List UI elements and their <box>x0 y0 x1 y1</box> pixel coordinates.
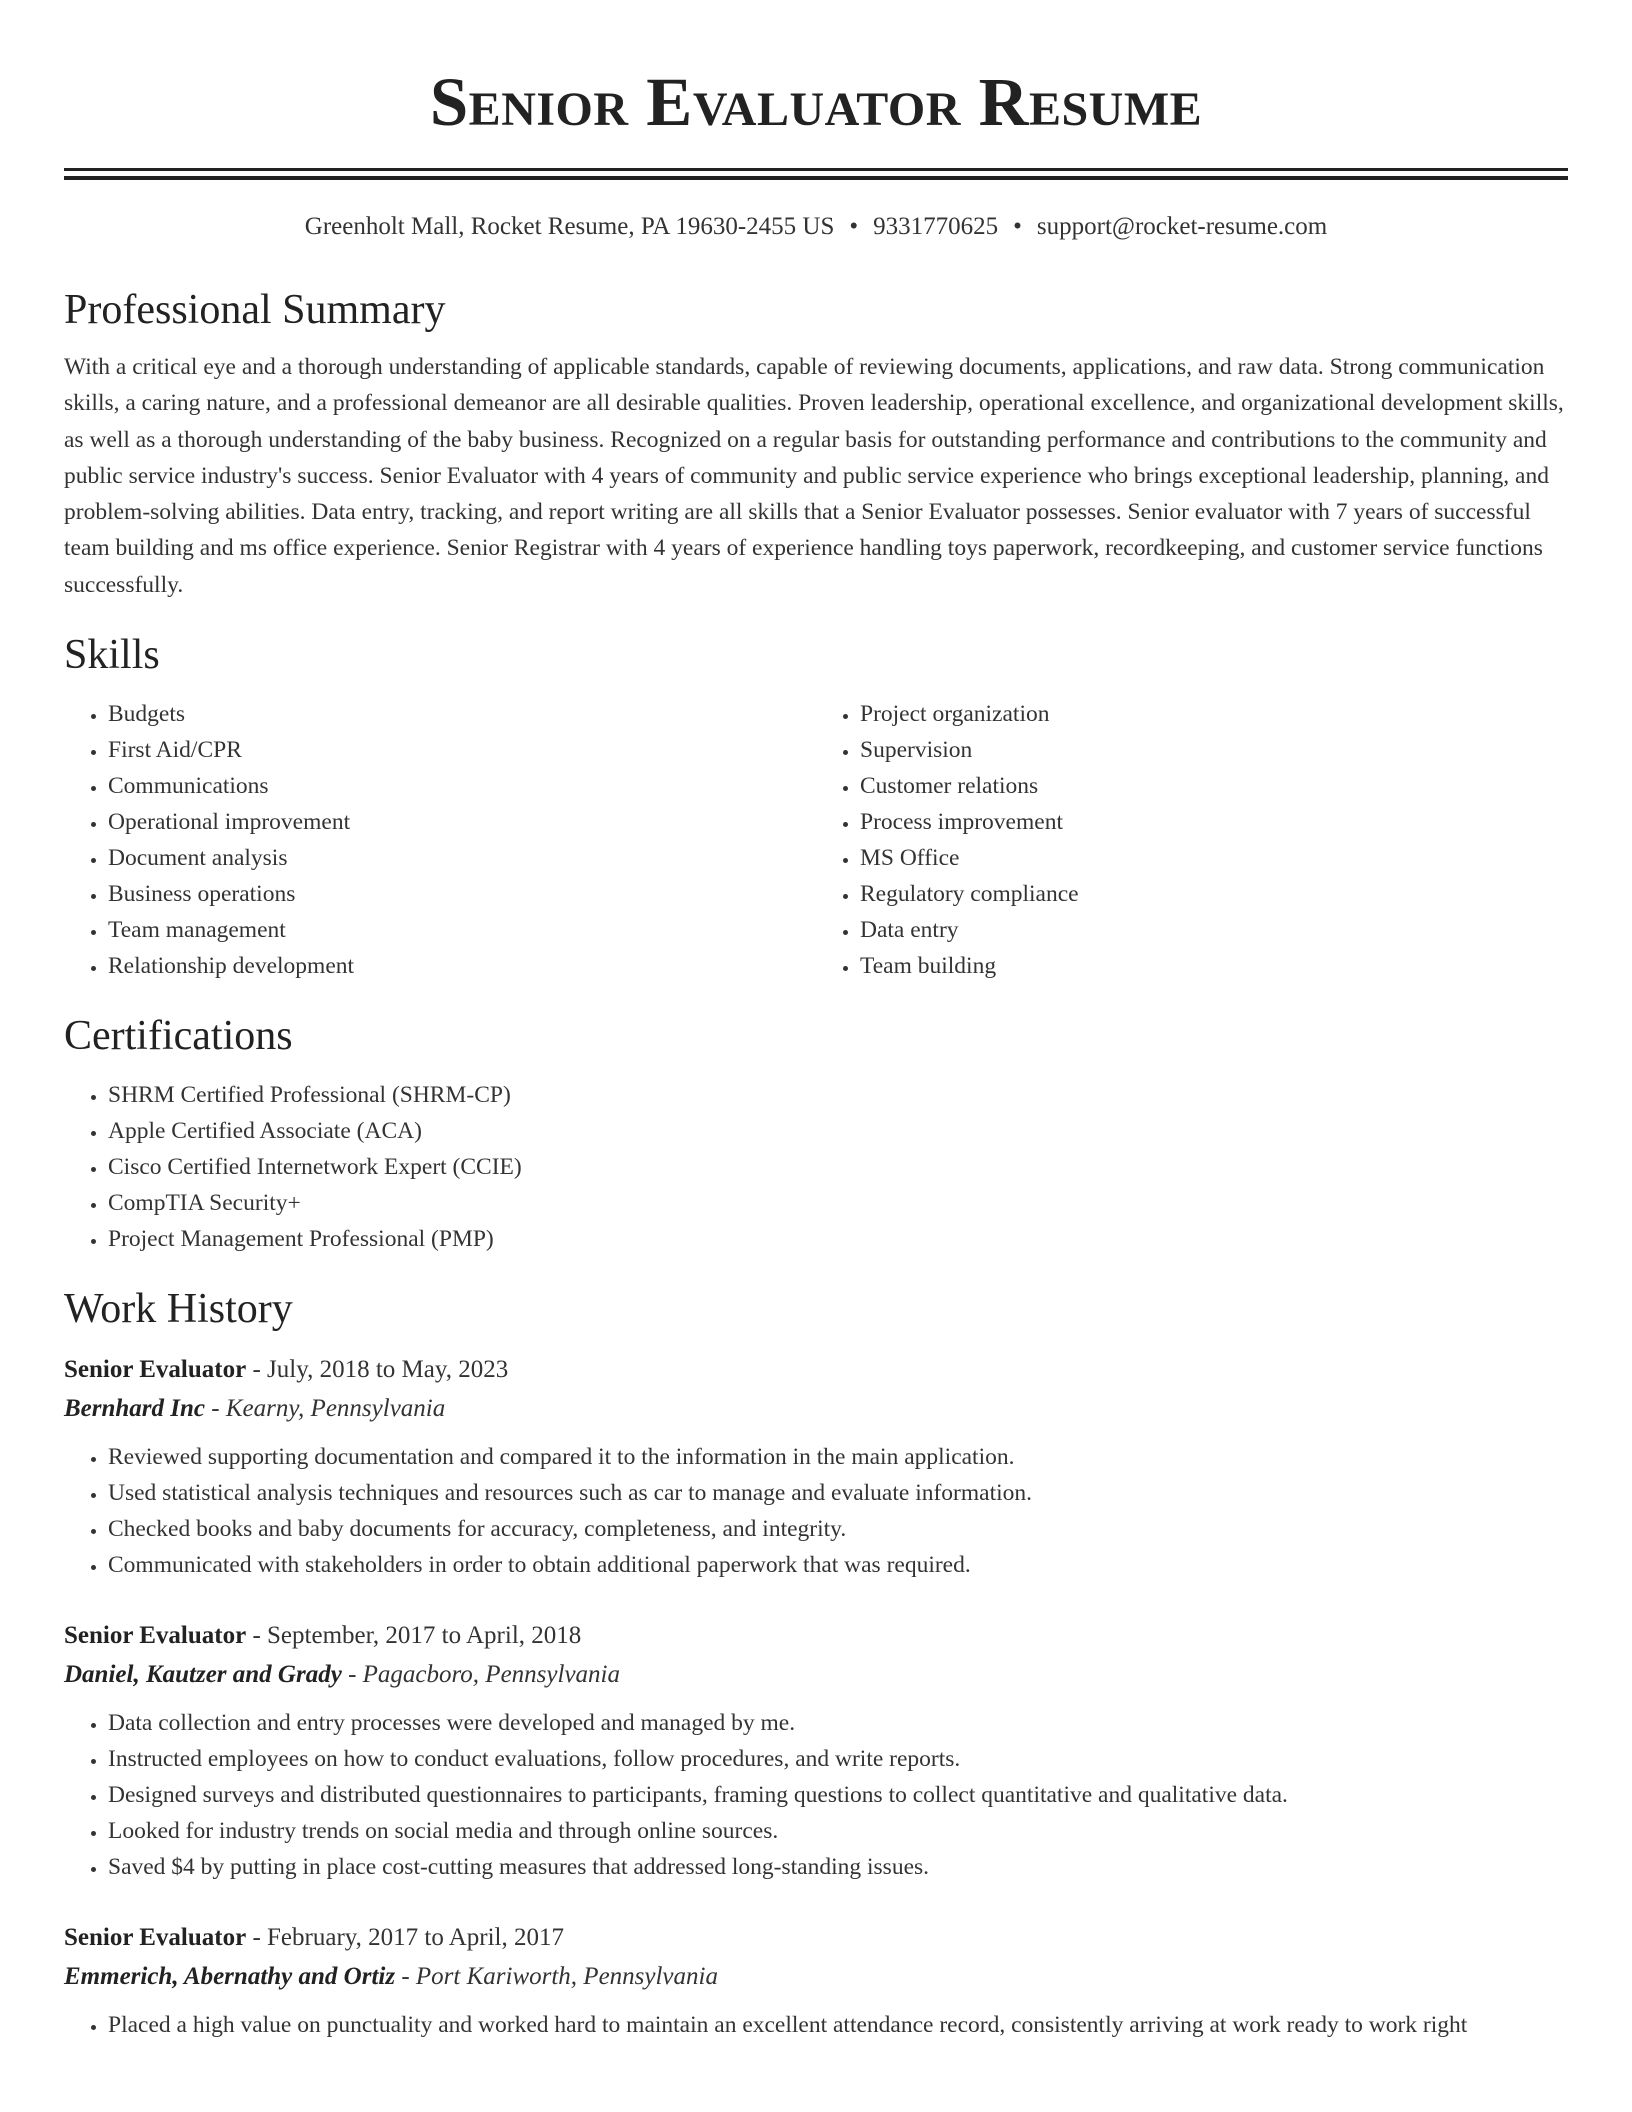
section-heading-skills: Skills <box>64 632 160 679</box>
skill-item: • Document analysis <box>108 840 816 876</box>
skill-item: • Data entry <box>860 912 1568 948</box>
certification-item: • CompTIA Security+ <box>108 1185 1568 1221</box>
skill-item: • Operational improvement <box>108 804 816 840</box>
skill-item: • Process improvement <box>860 804 1568 840</box>
header-divider-thick <box>64 168 1568 171</box>
job-dates: - July, 2018 to May, 2023 <box>246 1356 509 1384</box>
skills-list-right <box>816 696 1568 984</box>
job-company: Emmerich, Abernathy and Ortiz <box>64 1963 396 1991</box>
skill-item: • Supervision <box>860 732 1568 768</box>
page-title: Senior Evaluator Resume <box>429 64 1203 140</box>
job-company: Bernhard Inc <box>64 1395 206 1423</box>
job-title: Senior Evaluator <box>64 1356 247 1384</box>
contact-separator: • <box>1013 213 1022 240</box>
contact-phone: 9331770625 <box>873 213 999 240</box>
job-bullet: • Looked for industry trends on social media and through online sources. <box>108 1813 1568 1849</box>
skills-list-left <box>64 696 816 984</box>
job-title: Senior Evaluator <box>64 1622 247 1650</box>
contact-line <box>64 210 1568 244</box>
contact-email: support@rocket-resume.com <box>1036 213 1328 240</box>
job-bullet: • Saved $4 by putting in place cost-cutting measures that addressed long-standing issues. <box>108 1849 1568 1885</box>
job-entry <box>64 1617 1568 1885</box>
job-bullets <box>64 2007 1568 2043</box>
job-bullet: • Placed a high value on punctuality and worked hard to maintain an excellent attendance record, consistently arriving at work ready to work right <box>108 2007 1568 2043</box>
skill-item: • Team building <box>860 948 1568 984</box>
certification-item: • Apple Certified Associate (ACA) <box>108 1113 1568 1149</box>
section-heading-certifications: Certifications <box>64 1013 293 1060</box>
section-heading-summary: Professional Summary <box>64 287 446 333</box>
contact-separator: • <box>849 213 859 240</box>
certification-item: • Project Management Professional (PMP) <box>108 1221 1568 1257</box>
job-company: Daniel, Kautzer and Grady <box>64 1661 342 1689</box>
job-bullets <box>64 1705 1568 1885</box>
job-company-line <box>64 1655 1568 1695</box>
job-title-line <box>64 1617 1568 1655</box>
job-entry <box>64 1351 1568 1583</box>
job-bullet: • Reviewed supporting documentation and compared it to the information in the main application. <box>108 1439 1568 1475</box>
job-bullet: • Checked books and baby documents for accuracy, completeness, and integrity. <box>108 1511 1568 1547</box>
job-location: - Port Kariworth, Pennsylvania <box>395 1963 718 1991</box>
skill-item: • Communications <box>108 768 816 804</box>
contact-address: Greenholt Mall, Rocket Resume, PA 19630-2455 US <box>304 213 835 240</box>
job-company-line <box>64 1389 1568 1429</box>
job-title: Senior Evaluator <box>64 1924 247 1952</box>
header-divider-thin <box>64 176 1568 180</box>
certification-item: • SHRM Certified Professional (SHRM-CP) <box>108 1077 1568 1113</box>
job-bullet: • Communicated with stakeholders in order to obtain additional paperwork that was required. <box>108 1547 1568 1583</box>
skill-item: • Project organization <box>860 696 1568 732</box>
certifications-list <box>64 1077 1568 1257</box>
skill-item: • Team management <box>108 912 816 948</box>
skill-item: • Relationship development <box>108 948 816 984</box>
job-bullet: • Used statistical analysis techniques and resources such as car to manage and evaluate information. <box>108 1475 1568 1511</box>
job-title-line <box>64 1351 1568 1389</box>
job-location: - Pagacboro, Pennsylvania <box>341 1661 620 1689</box>
job-company-line <box>64 1957 1568 1997</box>
skill-item: • Customer relations <box>860 768 1568 804</box>
job-bullet: • Data collection and entry processes were developed and managed by me. <box>108 1705 1568 1741</box>
skill-item: • First Aid/CPR <box>108 732 816 768</box>
job-dates: - February, 2017 to April, 2017 <box>246 1924 564 1952</box>
job-bullets <box>64 1439 1568 1583</box>
skill-item: • Regulatory compliance <box>860 876 1568 912</box>
job-title-line <box>64 1919 1568 1957</box>
job-dates: - September, 2017 to April, 2018 <box>246 1622 582 1650</box>
skill-item: • Budgets <box>108 696 816 732</box>
job-bullet: • Instructed employees on how to conduct evaluations, follow procedures, and write reports. <box>108 1741 1568 1777</box>
job-entry <box>64 1919 1568 2043</box>
job-location: - Kearny, Pennsylvania <box>205 1395 446 1423</box>
skills-columns <box>64 696 1568 984</box>
job-bullet: • Designed surveys and distributed questionnaires to participants, framing questions to collect quantitative and qualitative data. <box>108 1777 1568 1813</box>
section-heading-work-history: Work History <box>64 1286 293 1333</box>
certification-item: • Cisco Certified Internetwork Expert (CCIE) <box>108 1149 1568 1185</box>
skill-item: • MS Office <box>860 840 1568 876</box>
skill-item: • Business operations <box>108 876 816 912</box>
summary-text: With a critical eye and a thorough understanding of applicable standards, capable of reviewing documents, applications, and raw data. Strong communication skills, a caring nature, and a professional demeanor are all desirable qualities. Proven leadership, operational excellence, and organizational development skills, as well as a thorough understanding of the baby business. Recognized on a regular basis for outstanding performance and contributions to the community and public service industry's success. Senior Evaluator with 4 years of community and public service experience who brings exceptional leadership, planning, and problem-solving abilities. Data entry, tracking, and report writing are all skills that a Senior Evaluator possesses. Senior evaluator with 7 years of successful team building and ms office experience. Senior Registrar with 4 years of experience handling toys paperwork, recordkeeping, and customer service functions successfully. <box>64 354 1564 598</box>
